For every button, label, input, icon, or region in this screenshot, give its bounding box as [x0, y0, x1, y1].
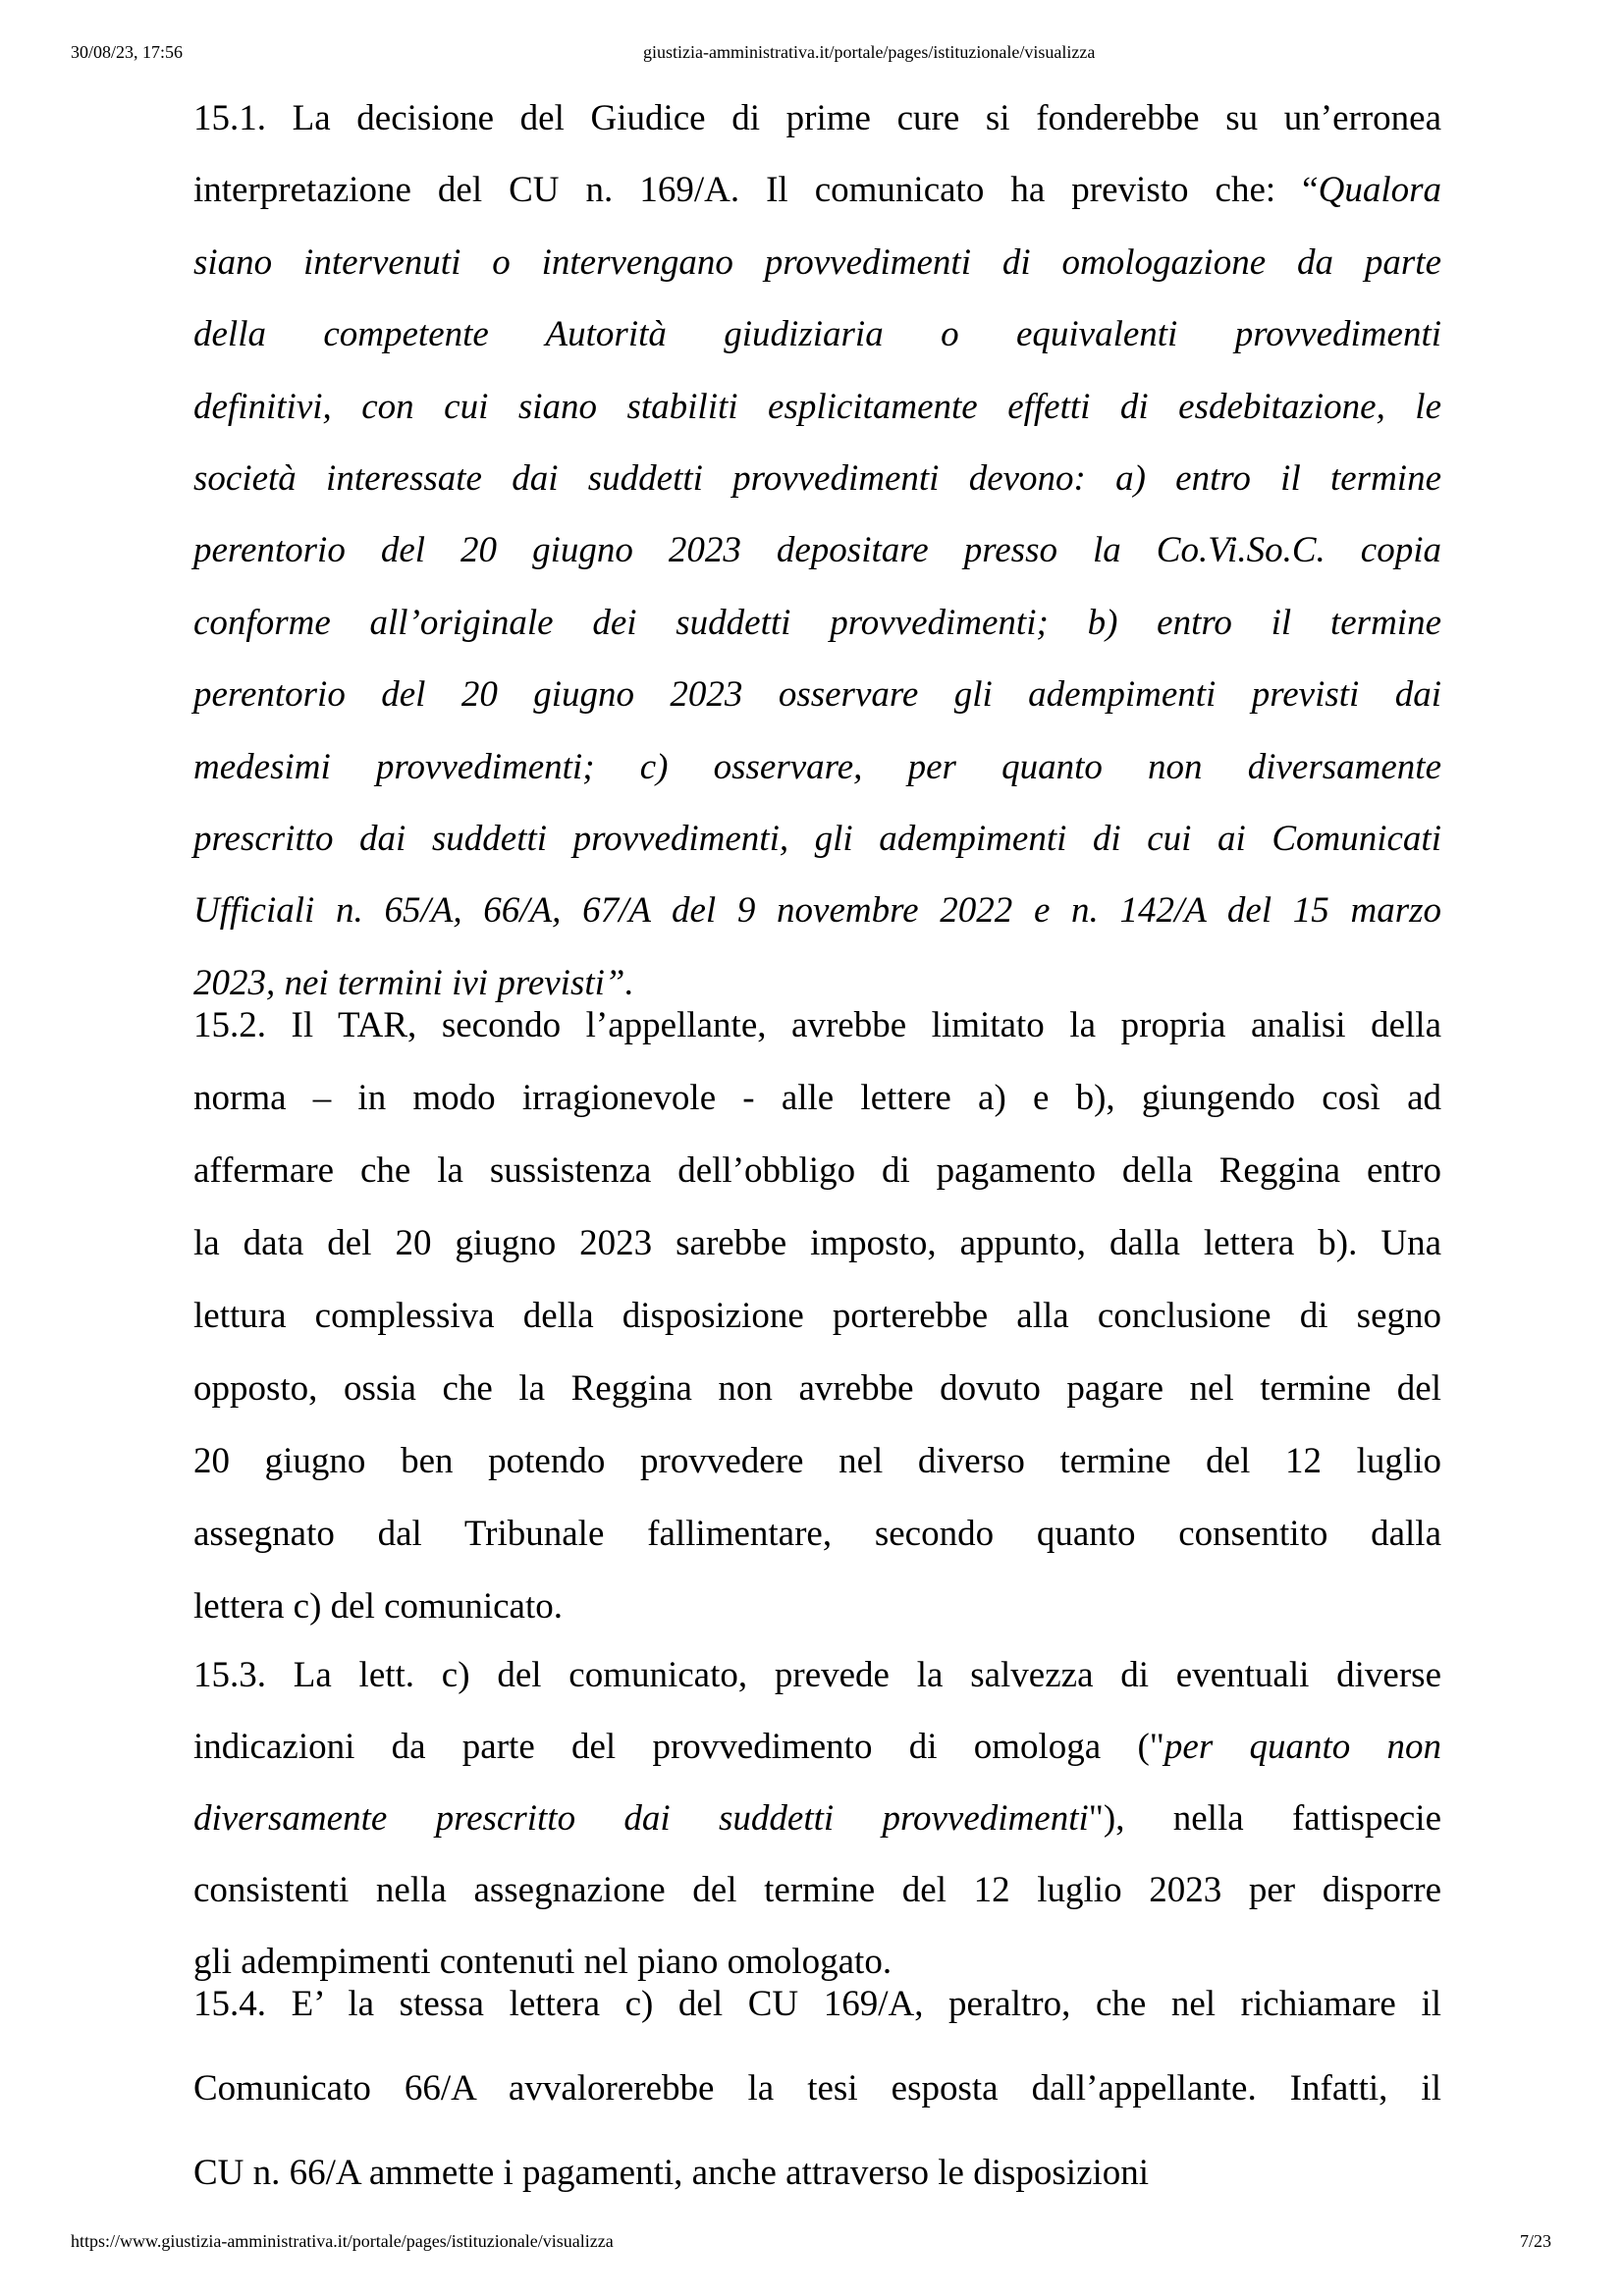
body-text: CU n. 66/A ammette i pagamenti, anche attraverso le disposizioni: [193, 2153, 1150, 2193]
print-footer-url: https://www.giustizia-amministrativa.it/portale/pages/istituzionale/visualizza: [71, 2231, 614, 2251]
text-line: [193, 1711, 1441, 1783]
text-line: [193, 1135, 1441, 1207]
text-line: [193, 587, 1441, 659]
italic-quote-text: definitivi, con cui siano stabiliti esplicitamente effetti di esdebitazione, le: [193, 386, 1441, 427]
italic-quote-text: diversamente prescritto dai suddetti provvedimenti: [193, 1798, 1089, 1839]
paragraph-15-1: [193, 82, 1441, 1019]
text-line: [193, 731, 1441, 803]
paragraph-15-3: [193, 1639, 1441, 1998]
text-line: [193, 154, 1441, 226]
text-line: [193, 1571, 1441, 1643]
italic-quote-text: della competente Autorità giudiziaria o equivalenti provvedimenti: [193, 314, 1441, 355]
body-text: interpretazione del CU n. 169/A. Il comunicato ha previsto che: “: [193, 170, 1319, 211]
text-line: [193, 1207, 1441, 1280]
text-line: [193, 1062, 1441, 1135]
italic-quote-text: perentorio del 20 giugno 2023 osservare gli adempimenti previsti dai: [193, 674, 1441, 716]
body-text: affermare che la sussistenza dell’obbligo di pagamento della Reggina entro: [193, 1150, 1441, 1191]
italic-quote-text: società interessate dai suddetti provvedimenti devono: a) entro il termine: [193, 457, 1441, 499]
body-text: opposto, ossia che la Reggina non avrebbe dovuto pagare nel termine del: [193, 1368, 1441, 1409]
text-line: [193, 1280, 1441, 1353]
italic-quote-text: Qualora: [1318, 170, 1441, 211]
text-line: [193, 875, 1441, 946]
body-text: lettura complessiva della disposizione porterebbe alla conclusione di segno: [193, 1296, 1441, 1336]
text-line: [193, 514, 1441, 586]
body-text: 15.1. La decisione del Giudice di prime cure si fonderebbe su un’erronea: [193, 98, 1441, 138]
italic-quote-text: perentorio del 20 giugno 2023 depositare presso la Co.Vi.So.C. copia: [193, 530, 1441, 571]
body-text: norma – in modo irragionevole - alle lettere a) e b), giungendo così ad: [193, 1078, 1441, 1118]
text-line: [193, 2131, 1441, 2216]
text-line: [193, 443, 1441, 514]
text-line: [193, 1854, 1441, 1926]
italic-quote-text: prescritto dai suddetti provvedimenti, gli adempimenti di cui ai Comunicati: [193, 818, 1441, 859]
text-line: [193, 1353, 1441, 1425]
text-line: [193, 1425, 1441, 1498]
text-line: [193, 1783, 1441, 1854]
body-text: indicazioni da parte del provvedimento di omologa (": [193, 1727, 1164, 1767]
italic-quote-text: medesimi provvedimenti; c) osservare, per quanto non diversamente: [193, 746, 1441, 787]
body-text: Comunicato 66/A avvalorerebbe la tesi esposta dall’appellante. Infatti, il: [193, 2068, 1441, 2109]
body-text: 20 giugno ben potendo provvedere nel diverso termine del 12 luglio: [193, 1441, 1441, 1481]
print-header-title: giustizia-amministrativa.it/portale/pages/istituzionale/visualizza: [643, 42, 1096, 62]
body-text: 15.4. E’ la stessa lettera c) del CU 169/A, peraltro, che nel richiamare il: [193, 1984, 1441, 2024]
body-text: assegnato dal Tribunale fallimentare, secondo quanto consentito dalla: [193, 1514, 1441, 1554]
italic-quote-text: Ufficiali n. 65/A, 66/A, 67/A del 9 novembre 2022 e n. 142/A del 15 marzo: [193, 890, 1441, 932]
italic-quote-text: conforme all’originale dei suddetti provvedimenti; b) entro il termine: [193, 602, 1441, 643]
paragraph-15-2: [193, 989, 1441, 1643]
italic-quote-text: 2023, nei termini ivi previsti”.: [193, 962, 634, 1003]
paragraph-15-4: [193, 1962, 1441, 2216]
page-number: 7/23: [1519, 2231, 1551, 2251]
text-line: [193, 989, 1441, 1062]
text-line: [193, 371, 1441, 443]
italic-quote-text: per quanto non: [1163, 1727, 1441, 1767]
body-text: consistenti nella assegnazione del termine del 12 luglio 2023 per disporre: [193, 1870, 1441, 1910]
italic-quote-text: siano intervenuti o intervengano provvedimenti di omologazione da parte: [193, 241, 1441, 283]
text-line: [193, 227, 1441, 298]
body-text: "), nella fattispecie: [1088, 1798, 1442, 1839]
text-line: [193, 1962, 1441, 2047]
print-header-datetime: 30/08/23, 17:56: [71, 42, 184, 62]
body-text: 15.3. La lett. c) del comunicato, prevede la salvezza di eventuali diverse: [193, 1655, 1441, 1695]
text-line: [193, 803, 1441, 875]
text-line: [193, 82, 1441, 154]
text-line: [193, 1639, 1441, 1711]
body-text: la data del 20 giugno 2023 sarebbe imposto, appunto, dalla lettera b). Una: [193, 1223, 1441, 1263]
text-line: [193, 2047, 1441, 2131]
body-text: lettera c) del comunicato.: [193, 1586, 563, 1627]
body-text: gli adempimenti contenuti nel piano omologato.: [193, 1942, 893, 1982]
body-text: 15.2. Il TAR, secondo l’appellante, avrebbe limitato la propria analisi della: [193, 1005, 1441, 1045]
text-line: [193, 1498, 1441, 1571]
text-line: [193, 659, 1441, 730]
text-line: [193, 298, 1441, 370]
